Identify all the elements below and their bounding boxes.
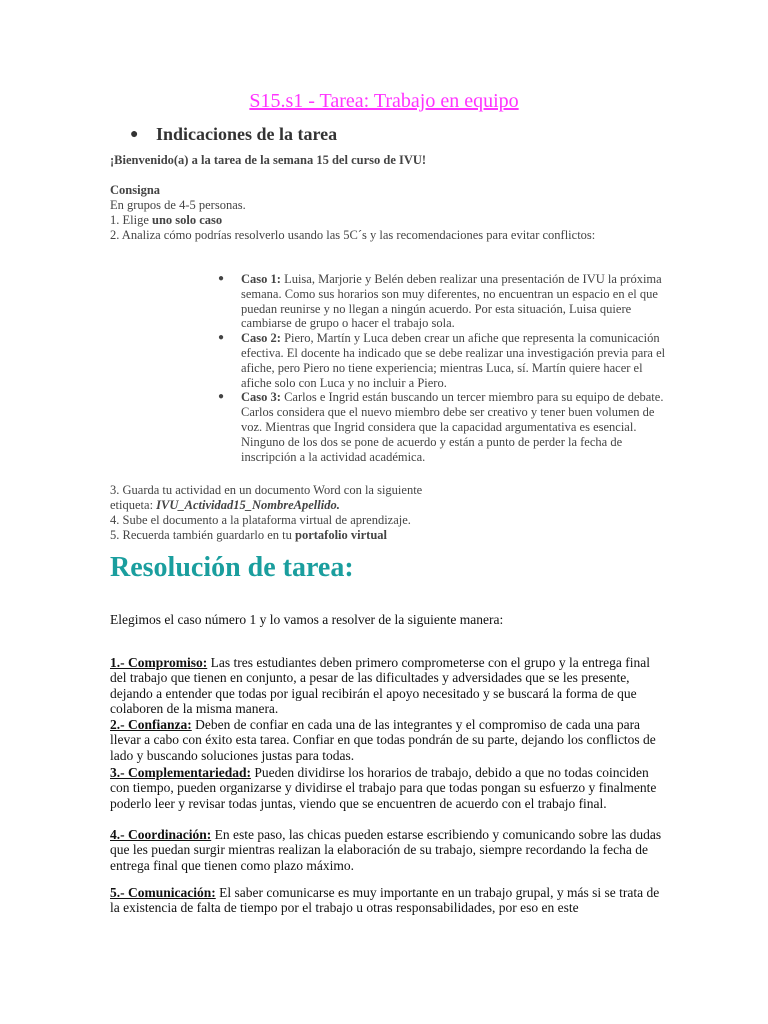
welcome-text: ¡Bienvenido(a) a la tarea de la semana 15 del curso de IVU! bbox=[110, 153, 427, 167]
resolution-heading: Resolución de tarea: bbox=[110, 552, 354, 583]
list-item: 3.- Complementariedad: Pueden dividirse los horarios de trabajo, debido a que no todas coinciden con tiempo, pueden organizarse y dividirse el trabajo para que todas pongan su esfuerzo y finalmente poderlo leer y revisar todas juntas, viendo que se encuentren de acuerdo con el trabajo final. bbox=[110, 765, 657, 811]
list-item: ● Caso 2: Piero, Martín y Luca deben crear un afiche que representa la comunicación efectiva. El docente ha indicado que se debe realizar una investigación previa para el afiche, pero Piero no tiene experiencia; mientras Luca, sí. Martín quiere hacer el afiche solo con Luca y no incluir a Piero. bbox=[218, 331, 666, 390]
consigna-label: Consigna bbox=[110, 183, 161, 197]
step4: 4. Sube el documento a la plataforma virtual de aprendizaje. bbox=[110, 513, 411, 527]
consigna-step1: 1. Elige uno solo caso bbox=[110, 213, 223, 227]
list-item: 2.- Confianza: Deben de confiar en cada una de las integrantes y el compromiso de cada una para llevar a cabo con éxito esta tarea. Confiar en que todas pondrán de su parte, dejando los conflictos de lado y buscando soluciones justas para todas. bbox=[110, 717, 656, 763]
step3-line1: 3. Guarda tu actividad en un documento Word con la siguiente bbox=[110, 483, 423, 497]
bullet-icon: ● bbox=[218, 332, 225, 344]
bullet-icon: ● bbox=[218, 273, 225, 284]
bullet-icon: ● bbox=[130, 127, 139, 142]
bullet-icon: ● bbox=[218, 391, 225, 403]
consigna-step2: 2. Analiza cómo podrías resolverlo usando las 5C´s y las recomendaciones para evitar conflictos: bbox=[110, 228, 596, 242]
page-title: S15.s1 - Tarea: Trabajo en equipo bbox=[249, 90, 519, 112]
list-item: ● Caso 3: Carlos e Ingrid están buscando un tercer miembro para su equipo de debate. Carlos considera que el nuevo miembro debe ser creativo y tener buen volumen de voz. Mientras que Ingrid considera que la capacidad argumentativa es esencial. Ninguno de los dos se pone de acuerdo y están a punto de perder la fecha de inscripción a la actividad académica. bbox=[218, 390, 664, 464]
step3-line2: etiqueta: IVU_Actividad15_NombreApellido. bbox=[110, 498, 340, 512]
list-item: 5.- Comunicación: El saber comunicarse es muy importante en un trabajo grupal, y más si se trata de la existencia de falta de tiempo por el trabajo u otras responsabilidades, por eso en este bbox=[110, 885, 660, 916]
list-item: 1.- Compromiso: Las tres estudiantes deben primero comprometerse con el grupo y la entrega final del trabajo que tienen en conjunto, a pesar de las dificultades y adversidades que se les presente, dejando a entender que todas por igual recibirán el apoyo necesitado y se buscará la forma de que colaboren de la misma manera. bbox=[110, 655, 650, 717]
step5: 5. Recuerda también guardarlo en tu portafolio virtual bbox=[110, 528, 388, 542]
case-list bbox=[218, 272, 668, 464]
resolution-intro: Elegimos el caso número 1 y lo vamos a resolver de la siguiente manera: bbox=[110, 612, 504, 627]
list-item: 4.- Coordinación: En este paso, las chicas pueden estarse escribiendo y comunicando sobre las dudas que les puedan surgir mientras realizan la elaboración de su trabajo, siempre recordando la fecha de entrega final que tienen como plazo máximo. bbox=[110, 827, 662, 873]
consigna-line1: En grupos de 4-5 personas. bbox=[110, 198, 246, 212]
list-item: ● Caso 1: Luisa, Marjorie y Belén deben realizar una presentación de IVU la próxima semana. Como sus horarios son muy diferentes, no encuentran un espacio en el que puedan reunirse y no llegan a ningún acuerdo. Por esta situación, Luisa quiere cambiarse de grupo o hacer el trabajo sola. bbox=[218, 272, 662, 331]
